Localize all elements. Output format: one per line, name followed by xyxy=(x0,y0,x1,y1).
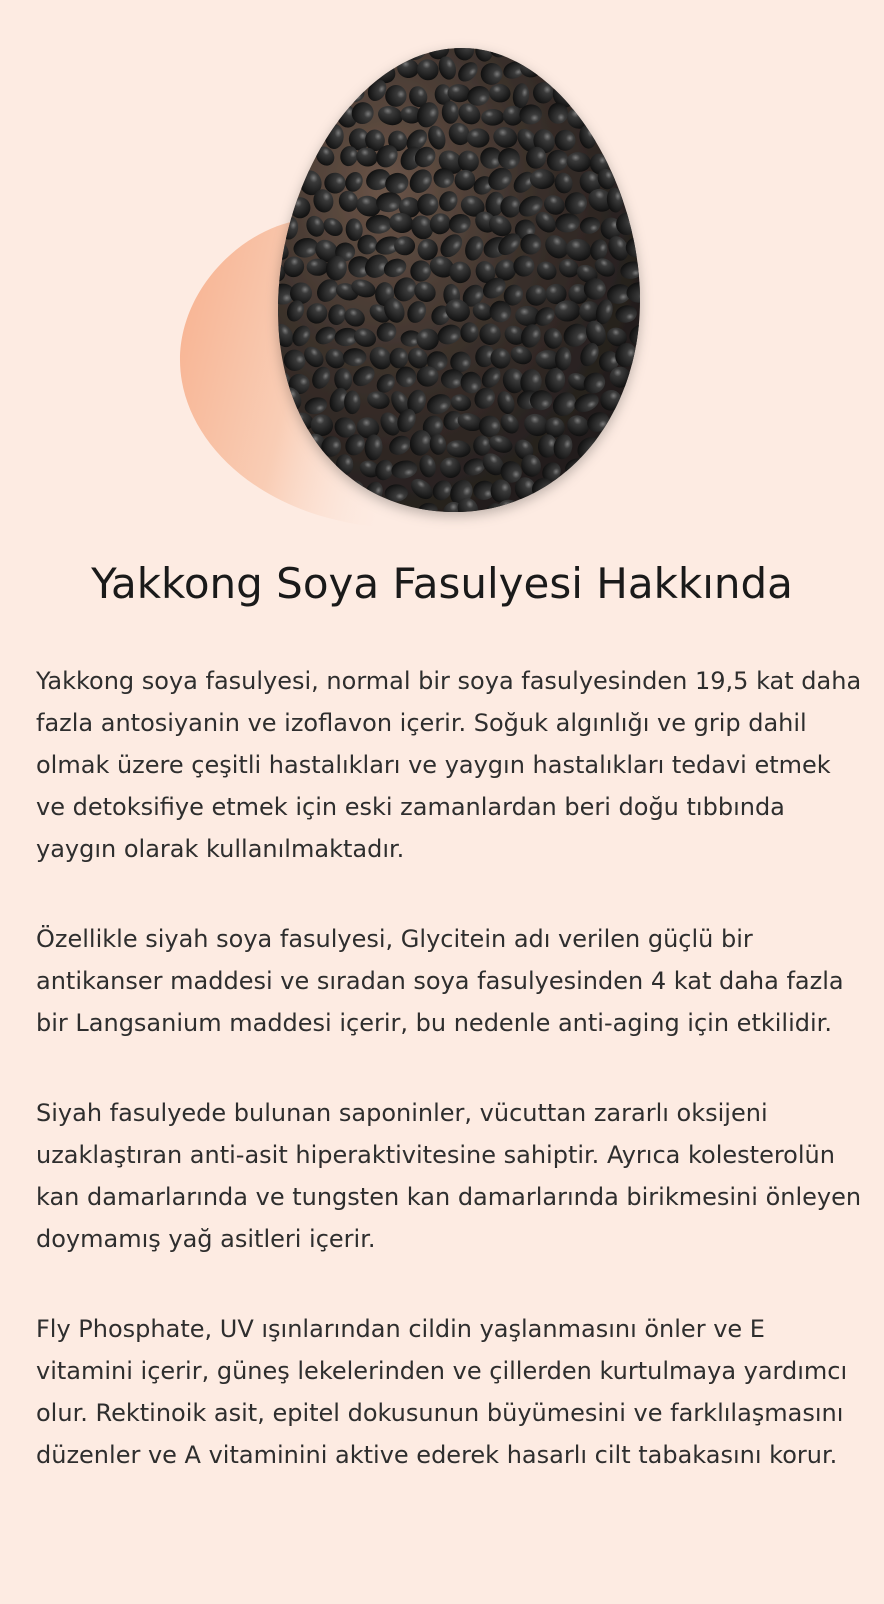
bean-shape xyxy=(564,500,593,528)
bean-shape xyxy=(265,187,297,219)
bean-shape xyxy=(584,65,610,86)
page-title: Yakkong Soya Fasulyesi Hakkında xyxy=(91,559,793,608)
bean-shape xyxy=(265,148,295,176)
bean-shape xyxy=(296,58,318,85)
bean-shape xyxy=(283,122,310,146)
bean-shape xyxy=(582,104,608,131)
bean-shape xyxy=(576,38,605,69)
bean-shape xyxy=(576,478,601,505)
bean-shape xyxy=(280,32,306,62)
bean-shape xyxy=(281,167,300,191)
bean-shape xyxy=(337,31,369,61)
bean-shape xyxy=(603,105,630,134)
bean-shape xyxy=(533,35,562,63)
bean-shape xyxy=(311,103,338,129)
bean-shape xyxy=(589,80,621,112)
bean-shape xyxy=(366,42,388,66)
bean-shape xyxy=(516,36,539,62)
bean-shape xyxy=(554,33,582,61)
paragraph-2: Özellikle siyah soya fasulyesi, Glycitein adı verilen güçlü bir antikanser maddesi ve sıradan soya fasulyesinden 4 kat daha fazla bir Langsanium maddesi içerir, bu nedenle anti-aging için etkilidir. xyxy=(36,925,844,1037)
bean-shape xyxy=(594,32,623,60)
bean-shape xyxy=(616,172,639,193)
bean-shape xyxy=(606,56,637,86)
bean-shape xyxy=(595,126,619,144)
bean-shape xyxy=(387,36,412,61)
bean-shape xyxy=(481,109,504,126)
hero-illustration xyxy=(0,0,884,540)
bean-shape xyxy=(554,300,580,321)
bean-shape xyxy=(264,59,292,83)
bean-shape xyxy=(291,105,318,134)
bean-shape xyxy=(299,125,324,148)
bean-shape xyxy=(615,41,642,62)
paragraph-1: Yakkong soya fasulyesi, normal bir soya fasulyesinden 19,5 kat daha fazla antosiyanin ve izoflavon içerir. Soğuk algınlığı ve grip dahil olmak üzere çeşitli hastalıkları ve yaygın hastalıkları tedavi etmek ve detoksifiye etmek için eski zamanlardan beri doğu tıbbında yaygın olarak kullanılmaktadır. xyxy=(36,667,862,863)
bean-shape xyxy=(600,500,627,528)
bean-shape xyxy=(323,41,343,63)
bean-shape xyxy=(604,451,633,479)
bean-shape xyxy=(614,79,642,106)
bean-shape xyxy=(562,57,591,86)
bean-shape xyxy=(270,104,298,131)
bean-shape xyxy=(257,168,284,190)
bean-shape xyxy=(307,85,327,107)
bean-shape xyxy=(627,495,657,524)
bean-shape xyxy=(516,496,546,527)
bean-shape xyxy=(262,39,283,62)
article-body xyxy=(36,660,866,1524)
bean-shape xyxy=(542,59,569,84)
bean-shape xyxy=(257,75,286,107)
paragraph-3: Siyah fasulyede bulunan saponinler, vücuttan zararlı oksijeni uzaklaştıran anti-asit hiperaktivitesine sahiptir. Ayrıca kolesterolün kan damarlarında ve tungsten kan damarlarında birikmesini önleyen doymamış yağ asitleri içerir. xyxy=(36,1099,862,1253)
bean-shape xyxy=(352,64,376,85)
bean-shape xyxy=(281,82,304,110)
bean-shape xyxy=(586,508,609,525)
bean-shape xyxy=(325,81,353,109)
bean-shape xyxy=(577,83,605,110)
bean-shape xyxy=(417,329,439,351)
bean-shape xyxy=(287,144,314,171)
bean-shape xyxy=(628,99,653,126)
bean-shape xyxy=(473,436,490,456)
bean-shape xyxy=(591,471,623,500)
bean-shape xyxy=(612,434,639,456)
bean-shape xyxy=(620,471,647,501)
bean-shape xyxy=(344,391,360,415)
bean-shape xyxy=(627,146,645,168)
bean-shape xyxy=(589,454,611,479)
bean-shape xyxy=(626,57,658,87)
bean-shape xyxy=(308,65,335,84)
paragraph-4: Fly Phosphate, UV ışınlarından cildin yaşlanmasını önler ve E vitamini içerir, güneş lekelerinden ve çillerden kurtulmaya yardımcı olur. Rektinoik asit, epitel dokusunun büyümesini ve farklılaşmasını düzenler ve A vitaminini aktive ederek hasarlı cilt tabakasını korur. xyxy=(36,1315,848,1469)
bean-shape xyxy=(538,499,569,529)
bean-shape xyxy=(633,415,653,441)
bean-shape xyxy=(622,457,648,484)
bean-shape xyxy=(258,124,279,149)
bean-shape xyxy=(304,40,320,64)
bean-shape xyxy=(621,129,645,150)
bean-shape xyxy=(274,503,296,527)
hero-graphic xyxy=(0,0,884,540)
bean-shape xyxy=(327,60,357,88)
